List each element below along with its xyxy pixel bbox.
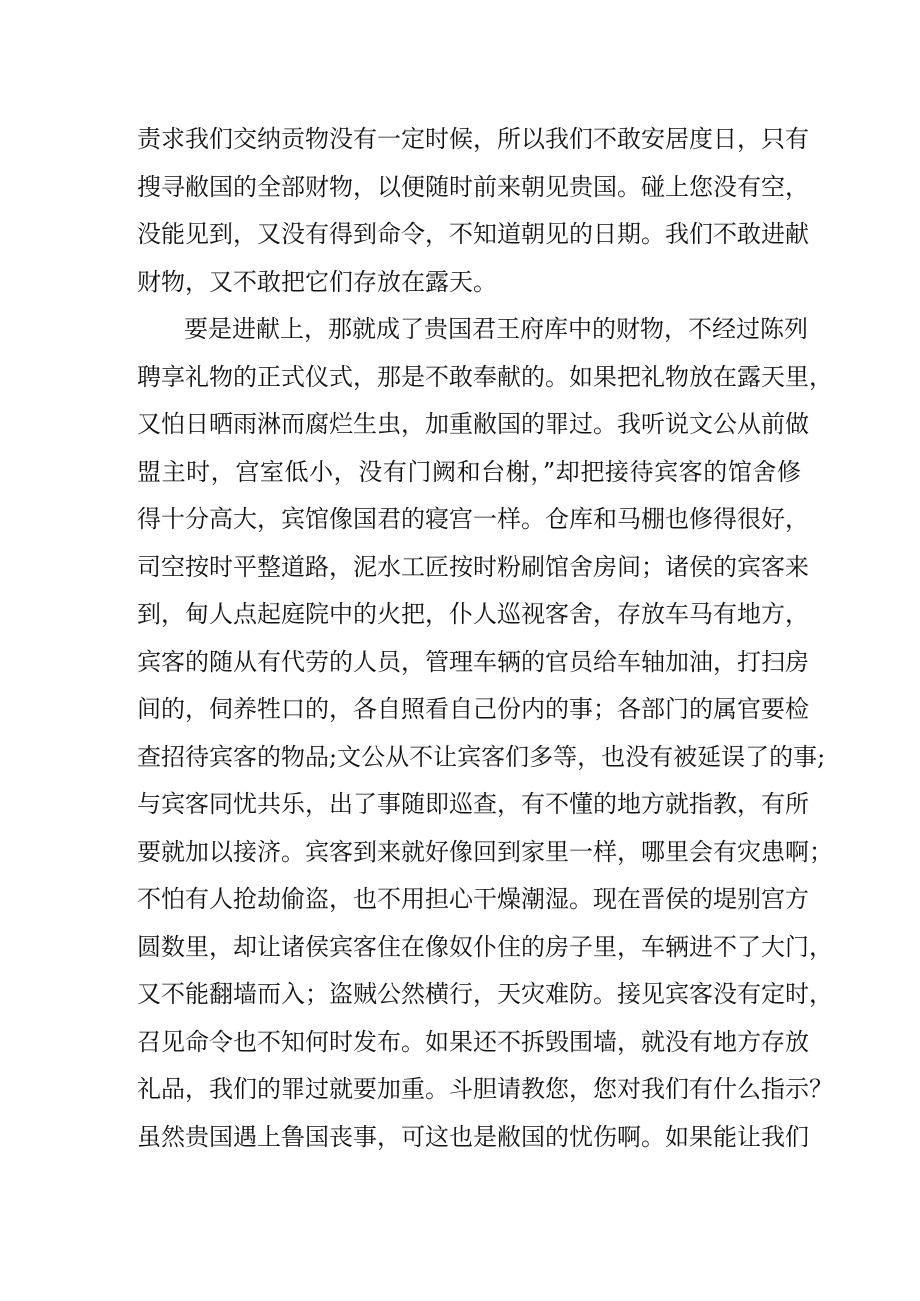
text-line: 没能见到，又没有得到命令，不知道朝见的日期。我们不敢进献: [137, 220, 809, 248]
body-text: [137, 116, 833, 1161]
text-line: 礼品，我们的罪过就要加重。斗胆请教您，您对我们有什么指示？: [137, 1075, 833, 1103]
text-line: 聘享礼物的正式仪式，那是不敢奉献的。如果把礼物放在露天里，: [137, 362, 833, 391]
text-line: 不怕有人抢劫偷盗，也不用担心干燥潮湿。现在晋侯的堤别宫方: [137, 885, 809, 913]
text-line: 到，甸人点起庭院中的火把，仆人巡视客舍，存放车马有地方，: [137, 600, 809, 628]
text-line: 司空按时平整道路，泥水工匠按时粉刷馆舍房间；诸侯的宾客来: [137, 552, 809, 581]
text-line: 搜寻敝国的全部财物，以便随时前来朝见贵国。碰上您没有空，: [137, 172, 809, 201]
text-line: 查招待宾客的物品;文公从不让宾客们多等，也没有被延误了的事;: [137, 742, 826, 771]
text-line: 财物，又不敢把它们存放在露天。: [137, 267, 497, 296]
text-line: 虽然贵国遇上鲁国丧事，可这也是敝国的忧伤啊。如果能让我们: [137, 1122, 809, 1151]
text-line: 得十分高大，宾馆像国君的寝宫一样。仓库和马棚也修得很好，: [137, 505, 809, 533]
text-line: 与宾客同忧共乐，出了事随即巡查，有不懂的地方就指教，有所: [137, 790, 809, 818]
text-line: 圆数里，却让诸侯宾客住在像奴仆住的房子里，车辆进不了大门，: [137, 932, 833, 961]
text-line: 要是进献上，那就成了贵国君王府库中的财物，不经过陈列: [184, 315, 808, 343]
text-line: 召见命令也不知何时发布。如果还不拆毁围墙，就没有地方存放: [137, 1027, 809, 1056]
text-line: 又不能翻墙而入；盗贼公然横行，天灾难防。接见宾客没有定时，: [137, 980, 833, 1008]
text-line: 间的，伺养牲口的，各自照看自己份内的事；各部门的属官要检: [137, 695, 809, 723]
text-line: 又怕日晒雨淋而腐烂生虫，加重敝国的罪过。我听说文公从前做: [137, 410, 809, 438]
text-line: 宾客的随从有代劳的人员，管理车辆的官员给车轴加油，打扫房: [137, 647, 809, 676]
text-line: 盟主时，宫室低小，没有门阙和台榭，”却把接待宾客的馆舍修: [137, 457, 801, 486]
text-line: 要就加以接济。宾客到来就好像回到家里一样，哪里会有灾患啊；: [137, 837, 833, 866]
text-line: 责求我们交纳贡物没有一定时候，所以我们不敢安居度日，只有: [137, 125, 809, 153]
